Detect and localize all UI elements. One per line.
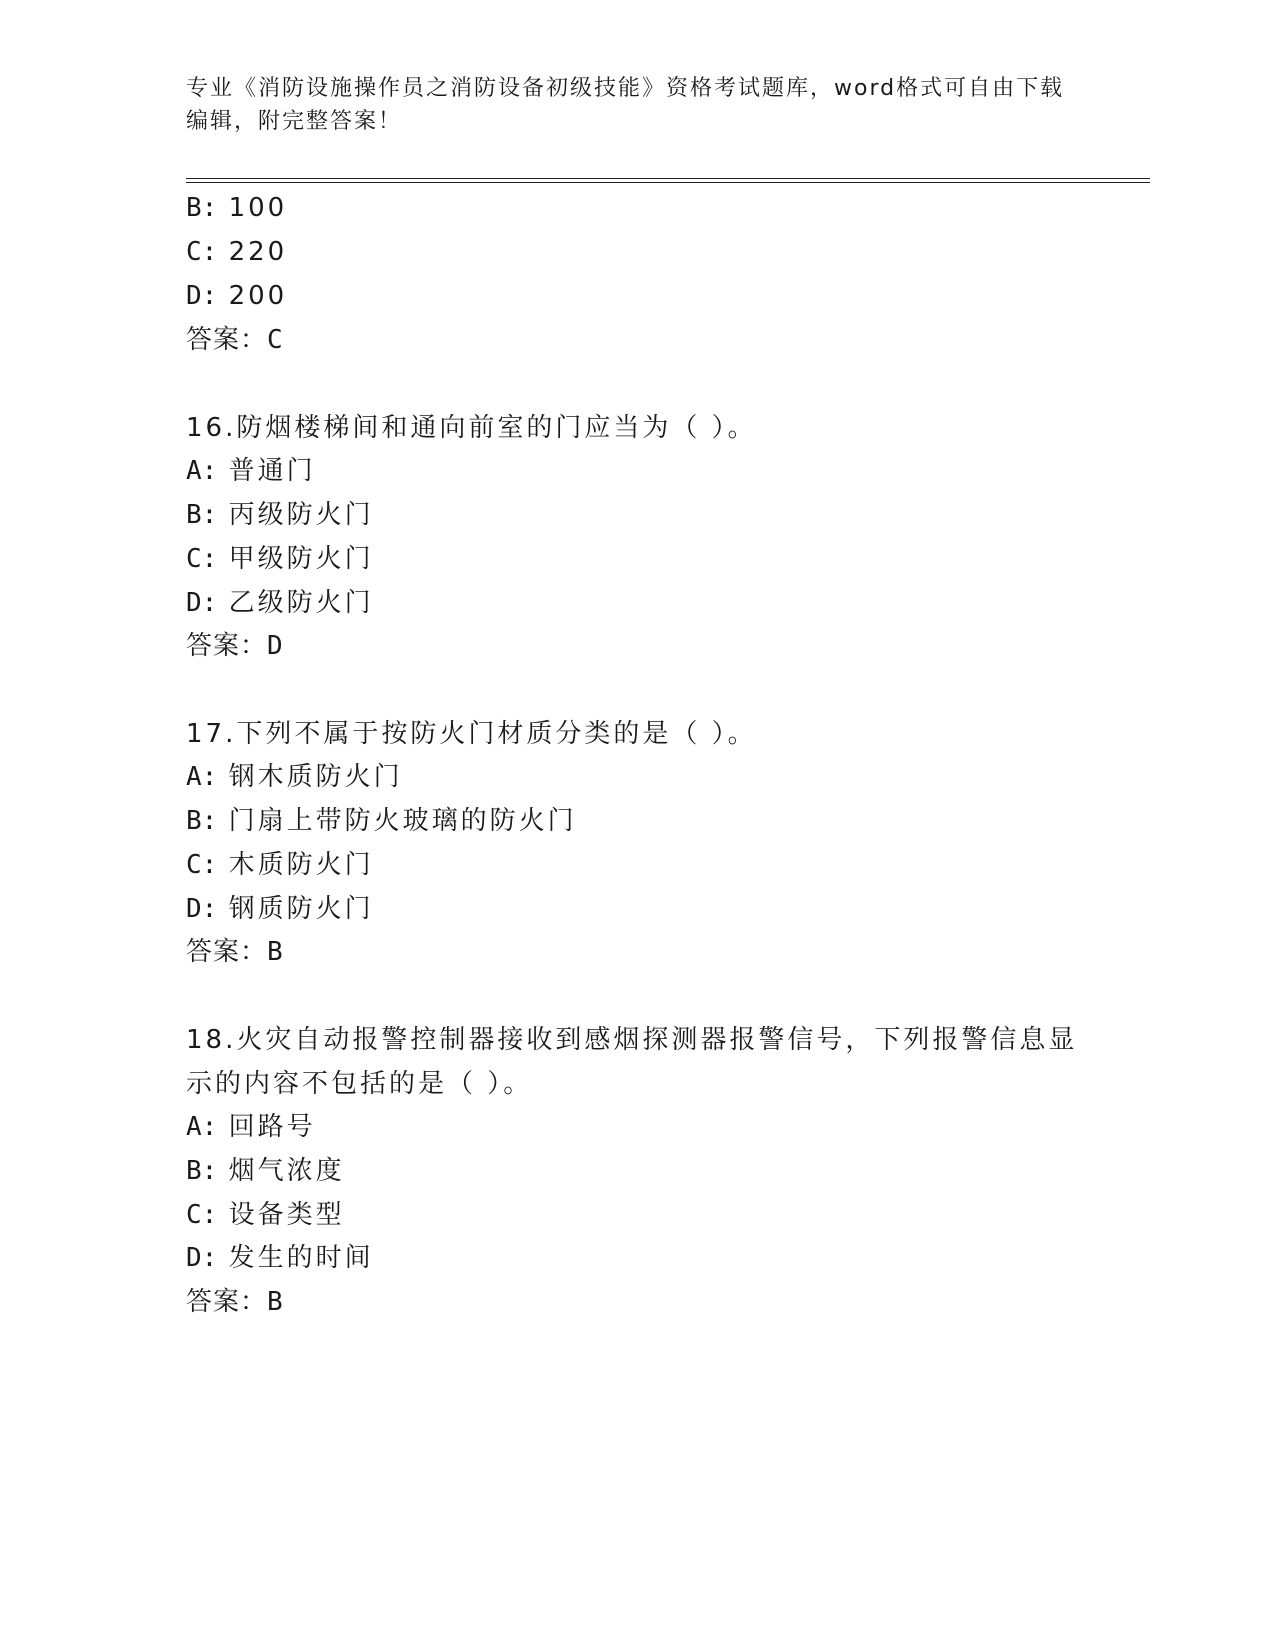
answer-label: 答案： [186, 631, 268, 661]
option-letter: D: [186, 894, 218, 924]
header-rule-top [186, 178, 1150, 179]
option-text: 220 [228, 237, 288, 267]
option-letter: B: [186, 806, 218, 836]
option-letter: B: [186, 193, 218, 223]
option-letter: A: [186, 456, 218, 486]
option-item [186, 192, 287, 224]
question-stem: 18.火灾自动报警控制器接收到感烟探测器报警信号，下列报警信息显 [186, 1025, 1078, 1055]
option-item [186, 1199, 345, 1231]
option-text: 设备类型 [228, 1200, 345, 1230]
option-text: 钢木质防火门 [228, 762, 403, 792]
answer-label: 答案： [186, 325, 268, 355]
option-item [186, 499, 374, 531]
option-text: 200 [228, 281, 288, 311]
answer-line [186, 936, 284, 968]
option-item [186, 849, 374, 881]
option-item [186, 543, 374, 575]
option-letter: C: [186, 850, 218, 880]
option-letter: A: [186, 1112, 218, 1142]
answer-value: B [267, 937, 284, 967]
option-text: 发生的时间 [228, 1243, 374, 1273]
question-stem-continued: 示的内容不包括的是（ ）。 [186, 1069, 533, 1099]
option-letter: C: [186, 1200, 218, 1230]
option-item [186, 280, 287, 312]
option-letter: C: [186, 237, 218, 267]
option-item [186, 893, 374, 925]
option-item [186, 1242, 374, 1274]
answer-line [186, 630, 284, 662]
option-item [186, 587, 374, 619]
option-text: 普通门 [228, 456, 316, 486]
option-item [186, 455, 316, 487]
answer-label: 答案： [186, 1287, 268, 1317]
question-stem: 16.防烟楼梯间和通向前室的门应当为（ ）。 [186, 413, 757, 443]
option-item [186, 1155, 345, 1187]
option-text: 100 [228, 193, 288, 223]
option-text: 木质防火门 [228, 850, 374, 880]
option-text: 钢质防火门 [228, 894, 374, 924]
option-letter: B: [186, 500, 218, 530]
header-rule-bottom [186, 182, 1150, 183]
answer-label: 答案： [186, 937, 268, 967]
option-text: 乙级防火门 [228, 588, 374, 618]
option-letter: D: [186, 588, 218, 618]
option-letter: C: [186, 544, 218, 574]
option-letter: D: [186, 281, 218, 311]
option-text: 丙级防火门 [228, 500, 374, 530]
answer-line [186, 1286, 284, 1318]
option-item [186, 1111, 316, 1143]
option-letter: A: [186, 762, 218, 792]
option-letter: D: [186, 1243, 218, 1273]
option-item [186, 236, 287, 268]
answer-value: D [267, 631, 284, 661]
option-item [186, 761, 403, 793]
document-header: 专业《消防设施操作员之消防设备初级技能》资格考试题库，word格式可自由下载编辑，附完整答案！ [186, 76, 1065, 134]
answer-value: C [267, 325, 284, 355]
option-text: 门扇上带防火玻璃的防火门 [228, 806, 577, 836]
option-text: 回路号 [228, 1112, 316, 1142]
option-item [186, 805, 577, 837]
answer-line [186, 324, 284, 356]
option-text: 烟气浓度 [228, 1156, 345, 1186]
question-stem: 17.下列不属于按防火门材质分类的是（ ）。 [186, 719, 757, 749]
answer-value: B [267, 1287, 284, 1317]
option-letter: B: [186, 1156, 218, 1186]
option-text: 甲级防火门 [228, 544, 374, 574]
